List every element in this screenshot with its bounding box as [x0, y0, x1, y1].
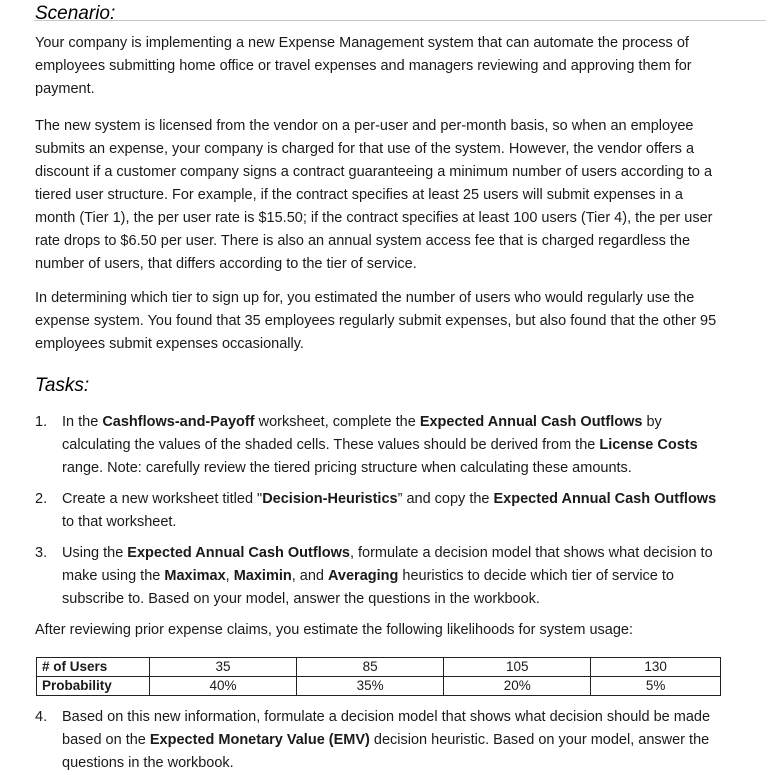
scenario-paragraph-2: The new system is licensed from the vendor on a per-user and per-month basis, so when an employee submits an expense, your company is charged for that use of the system. However, the vendor offers a discount if a customer company signs a contract guaranteeing a minimum number of users according to a tiered user structure. For example, if the contract specifies at least 25 users will submit expenses in a month (Tier 1), the per user rate is $15.50; if the contract specifies at least 100 users (Tier 4), the per user rate drops to $6.50 per user. There is also an annual system access fee that is charged regardless the number of users, that differs according to the tier of service. — [35, 118, 713, 272]
probability-cell: 20% — [444, 677, 591, 696]
task-item-4 — [35, 706, 725, 775]
task-text: Create a new worksheet titled "Decision-Heuristics” and copy the Expected Annual Cash Outflows to that worksheet. — [62, 491, 717, 530]
tasks-heading: Tasks: — [35, 375, 90, 396]
task-number: 4. — [35, 709, 48, 725]
task-number: 1. — [35, 414, 48, 430]
users-cell: 85 — [297, 658, 444, 677]
scenario-paragraph-1: Your company is implementing a new Expense Management system that can automate the process of employees submitting home office or travel expenses and managers reviewing and approving them for payment. — [35, 35, 692, 97]
usage-likelihood-table — [36, 657, 721, 696]
task-text: In the Cashflows-and-Payoff worksheet, complete the Expected Annual Cash Outflows by calculating the values of the shaded cells. These values should be derived from the License Costs range. Note: carefully review the tiered pricing structure when calculating these amounts. — [62, 414, 698, 476]
task-text: Based on this new information, formulate a decision model that shows what decision should be made based on the Expected Monetary Value (EMV) decision heuristic. Based on your model, answer the questions in the workbook. — [62, 709, 711, 771]
top-rule — [34, 20, 766, 21]
task-item-1 — [35, 411, 725, 480]
users-cell: 130 — [591, 658, 721, 677]
probability-cell: 40% — [150, 677, 297, 696]
task-number: 3. — [35, 545, 48, 561]
scenario-heading: Scenario: — [35, 3, 116, 24]
task-item-2 — [35, 488, 725, 534]
probability-cell: 5% — [591, 677, 721, 696]
task-item-3 — [35, 542, 725, 611]
table-row — [37, 658, 721, 677]
task-text: Using the Expected Annual Cash Outflows, formulate a decision model that shows what decision to make using the Maximax, Maximin, and Averaging heuristics to decide which tier of service to subscribe to. Based on your model, answer the questions in the workbook. — [62, 545, 713, 607]
row-label: Probability — [37, 677, 150, 696]
task-number: 2. — [35, 491, 48, 507]
probability-cell: 35% — [297, 677, 444, 696]
users-cell: 35 — [150, 658, 297, 677]
users-cell: 105 — [444, 658, 591, 677]
row-label: # of Users — [37, 658, 150, 677]
scenario-paragraph-3: In determining which tier to sign up for, you estimated the number of users who would regularly use the expense system. You found that 35 employees regularly submit expenses, but also found that the other 95 employees submit expenses occasionally. — [35, 290, 717, 352]
table-row — [37, 677, 721, 696]
usage-intro: After reviewing prior expense claims, you estimate the following likelihoods for system usage: — [35, 622, 633, 638]
